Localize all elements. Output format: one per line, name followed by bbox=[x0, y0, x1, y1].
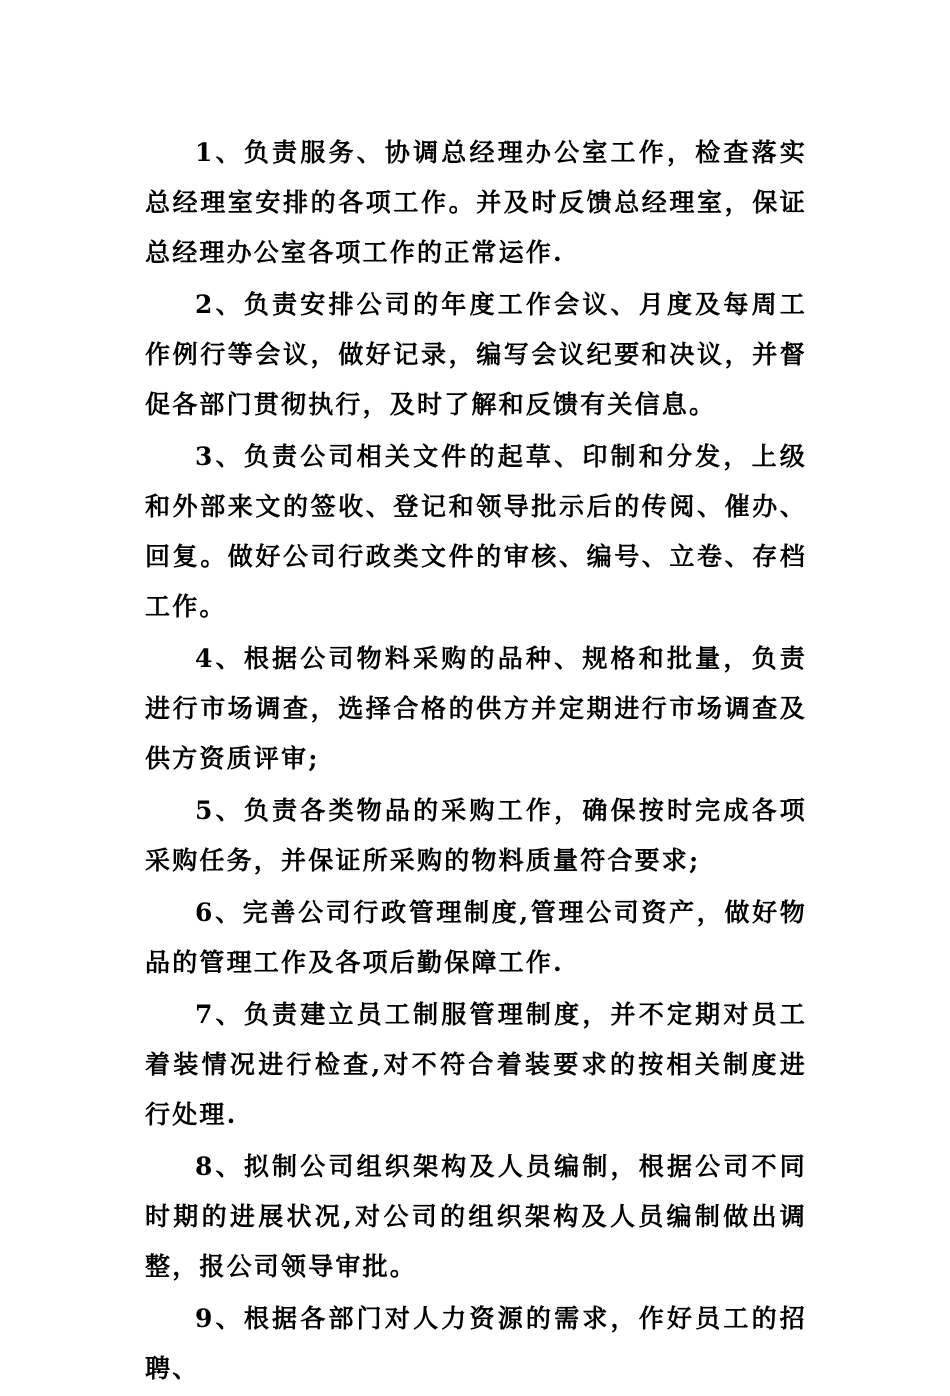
document-body bbox=[145, 128, 807, 1396]
paragraph-9: 9、根据各部门对人力资源的需求，作好员工的招聘、 bbox=[145, 1304, 807, 1383]
paragraph-7: 7、负责建立员工制服管理制度，并不定期对员工着装情况进行检查,对不符合着装要求的按相关制度进行处理. bbox=[145, 1000, 807, 1129]
paragraph-1: 1、负责服务、协调总经理办公室工作，检查落实总经理室安排的各项工作。并及时反馈总经理室，保证总经理办公室各项工作的正常运作. bbox=[145, 138, 807, 267]
paragraph-3: 3、负责公司相关文件的起草、印制和分发，上级和外部来文的签收、登记和领导批示后的传阅、催办、回复。做好公司行政类文件的审核、编号、立卷、存档工作。 bbox=[145, 442, 807, 621]
paragraph-5: 5、负责各类物品的采购工作，确保按时完成各项采购任务，并保证所采购的物料质量符合要求; bbox=[145, 796, 807, 875]
paragraph-8: 8、拟制公司组织架构及人员编制，根据公司不同时期的进展状况,对公司的组织架构及人员编制做出调整，报公司领导审批。 bbox=[145, 1152, 807, 1281]
paragraph-2: 2、负责安排公司的年度工作会议、月度及每周工作例行等会议，做好记录，编写会议纪要和决议，并督促各部门贯彻执行，及时了解和反馈有关信息。 bbox=[145, 290, 807, 419]
paragraph-6: 6、完善公司行政管理制度,管理公司资产，做好物品的管理工作及各项后勤保障工作. bbox=[145, 898, 807, 977]
paragraph-4: 4、根据公司物料采购的品种、规格和批量，负责进行市场调查，选择合格的供方并定期进行市场调查及供方资质评审; bbox=[145, 644, 807, 773]
